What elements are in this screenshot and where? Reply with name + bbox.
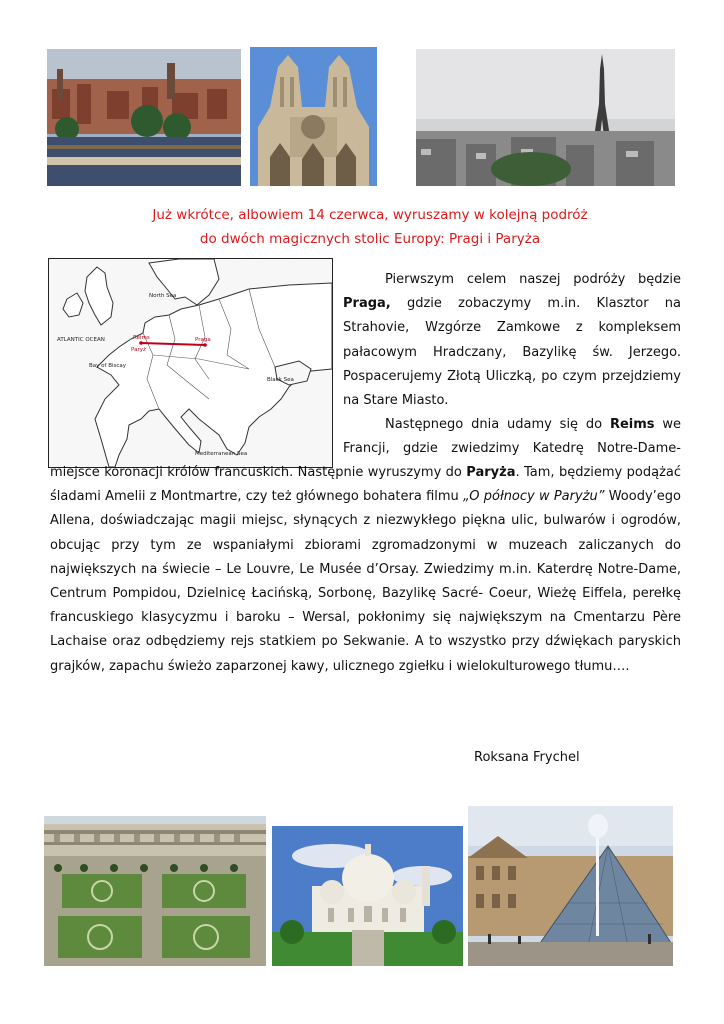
map-label-paris: Paryż <box>131 347 146 353</box>
prague-bridge-photo <box>47 49 241 186</box>
p1-text-b: gdzie zobaczymy m.in. Klasztor na Strahovie, Wzgórze Zamkowe z kompleksem pałacowym Hradczany, Bazylikę św. Jerzego. Pospacerujemy Złotą Uliczką, po czym przejdziemy na Stare Miasto. <box>343 296 681 409</box>
p3-film-title: „O północy w Paryżu” <box>463 489 605 505</box>
p2-text-a: Następnego dnia udamy się do <box>385 417 610 433</box>
paragraph-praga <box>343 268 681 413</box>
map-label-north-sea: North Sea <box>149 293 177 299</box>
europe-route-map <box>48 258 333 468</box>
map-label-reims: Reims <box>133 335 150 341</box>
map-label-praga: Praga <box>195 337 211 343</box>
author-signature: Roksana Frychel <box>474 750 580 765</box>
reims-cathedral-photo <box>250 47 377 186</box>
map-label-atlantic: ATLANTIC OCEAN <box>57 337 105 343</box>
p1-praga: Praga, <box>343 296 391 312</box>
heading-line-1: Już wkrótce, albowiem 14 czerwca, wyruszamy w kolejną podróż <box>152 207 588 223</box>
p3-text-a: miejsce koronacji królów francuskich. Następnie wyruszymy do <box>50 465 467 480</box>
main-text <box>50 461 681 679</box>
map-label-biscay: Bay of Biscay <box>89 363 127 369</box>
paragraph-reims <box>343 413 681 461</box>
map-label-black-sea: Black Sea <box>267 377 294 383</box>
sacre-coeur-photo <box>272 826 463 966</box>
louvre-pyramid-photo <box>468 806 673 966</box>
versailles-photo <box>44 816 266 966</box>
p3-text-c: Woody’ego Allena, doświadczając magii miejsc, słynących z niezwykłego piękna ulic, bulwarów i ogrodów, obcując przy tym ze wspaniałymi zbiorami zgromadzonymi w muzeach zaliczanych do największych na świecie – Le Louvre, Le Musée d’Orsay. Zwiedzimy m.in. Katerdrę Notre-Dame, Centrum Pompidou, Dzielnicę Łacińską, Sorbonę, Bazylikę Sacré- Coeur, Wieżę Eiffela, perełkę francuskiego klasycyzmu i baroku – Wersal, pokłonimy się największym na Cmentarzu Père Lachaise oraz odbędziemy rejs statkiem po Sekwanie. A to wszystko przy dźwiękach paryskich grajków, zapachu świeżo zaparzonej kawy, ulicznego zgiełku i wielokulturowego tłumu…. <box>50 489 681 674</box>
p3-paryz: Paryża <box>466 465 516 480</box>
p3-text-b: . Tam, będziemy podążać śladami Amelii z Montmartre, czy też głównego bohatera filmu <box>50 465 682 505</box>
paragraph-paryz <box>50 461 681 679</box>
intro-column <box>343 268 681 462</box>
heading-line-2: do dwóch magicznych stolic Europy: Pragi i Paryża <box>199 231 541 247</box>
p1-text-a: Pierwszym celem naszej podróży będzie <box>385 272 681 287</box>
map-label-mediterranean: Mediterranean Sea <box>195 451 248 457</box>
p2-reims: Reims <box>609 417 655 433</box>
p2-text-b: we Francji, gdzie zwiedzimy Katedrę Notre-Dame- <box>343 417 682 457</box>
paris-eiffel-photo <box>416 49 675 186</box>
